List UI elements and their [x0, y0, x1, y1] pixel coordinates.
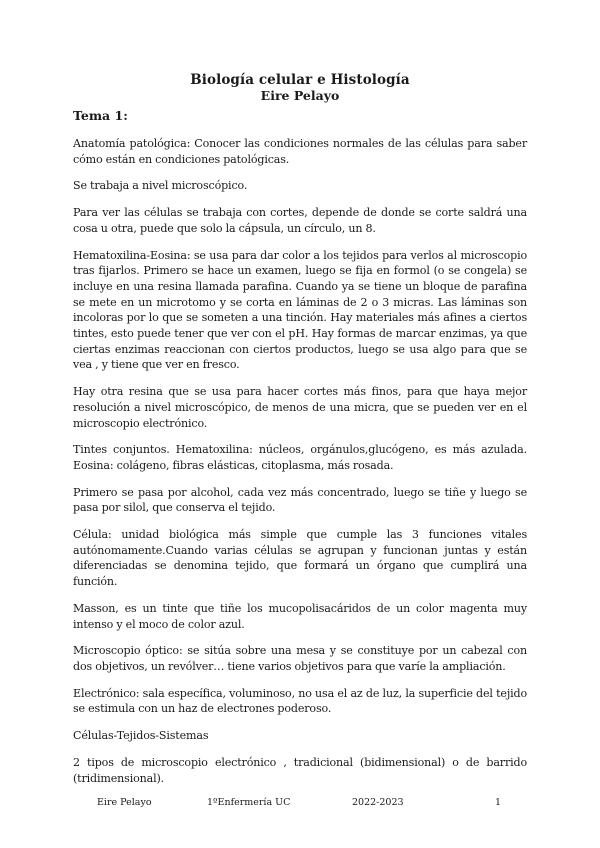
document-author: Eire Pelayo — [260, 88, 340, 103]
paragraph-celulas-tejidos-sistemas: Células-Tejidos-Sistemas — [73, 729, 209, 743]
footer-course: 1ºEnfermería UC — [207, 797, 291, 808]
paragraph-alcohol: Primero se pasa por alcohol, cada vez más concentrado, luego se tiñe y luego se pasa por silol, que conserva el tejido. — [73, 485, 527, 515]
document-body — [73, 108, 527, 797]
paragraph-tintes-conjuntos: Tintes conjuntos. Hematoxilina: núcleos, orgánulos,glucógeno, es más azulada. Eosina: colágeno, fibras elásticas, citoplasma, más rosada. — [73, 443, 527, 472]
footer-year: 2022-2023 — [352, 797, 404, 808]
paragraph-masson: Masson, es un tinte que tiñe los mucopolisacáridos de un color magenta muy intenso y el moco de color azul. — [73, 601, 527, 631]
footer-author: Eire Pelayo — [97, 797, 152, 808]
paragraph-hematoxilina-eosina: Hematoxilina-Eosina: se usa para dar color a los tejidos para verlos al microscopio tras fijarlos. Primero se hace un examen, luego se fija en formol (o se congela) se incluye en una resina llamada parafina. Cuando ya se tiene un bloque de parafina se mete en un microtomo y se corta en láminas de 2 o 3 micras. Las láminas son incoloras por lo que se someten a una tinción. Hay materiales más afines a ciertos tintes, esto puede tener que ver con el pH. Hay formas de marcar enzimas, ya que ciertas enzimas reaccionan con ciertos productos, luego se usa algo para que se vea , y tiene que ver en fresco. — [73, 248, 527, 372]
section-heading: Tema 1: — [73, 108, 128, 123]
title-block — [0, 72, 600, 103]
paragraph-tipos-microscopio: 2 tipos de microscopio electrónico , tradicional (bidimensional) o de barrido (tridimensional). — [73, 755, 527, 785]
paragraph-anatomia: Anatomía patológica: Conocer las condiciones normales de las células para saber cómo están en condiciones patológicas. — [73, 137, 527, 166]
paragraph-cortes: Para ver las células se trabaja con cortes, depende de donde se corte saldrá una cosa u otra, puede que solo la cápsula, un círculo, un 8. — [73, 206, 527, 235]
paragraph-otra-resina: Hay otra resina que se usa para hacer cortes más finos, para que haya mejor resolución a nivel microscópico, de menos de una micra, que se pueden ver en el microscopio electrónico. — [73, 385, 527, 430]
document-title: Biología celular e Histología — [190, 72, 410, 88]
paragraph-electronico: Electrónico: sala específica, voluminoso, no usa el az de luz, la superficie del tejido se estimula con un haz de electrones poderoso. — [73, 686, 527, 716]
page-footer — [0, 796, 600, 812]
paragraph-nivel-microscopico: Se trabaja a nivel microscópico. — [73, 179, 248, 193]
paragraph-celula: Célula: unidad biológica más simple que cumple las 3 funciones vitales autónomamente.Cuando varias células se agrupan y funcionan juntas y están diferenciadas se denomina tejido, que formará un órgano que cumplirá una función. — [73, 528, 527, 589]
footer-page-number: 1 — [495, 797, 502, 808]
paragraph-microscopio-optico: Microscopio óptico: se sitúa sobre una mesa y se constituye por un cabezal con dos objetivos, un revólver… tiene varios objetivos para que varíe la ampliación. — [73, 644, 527, 673]
